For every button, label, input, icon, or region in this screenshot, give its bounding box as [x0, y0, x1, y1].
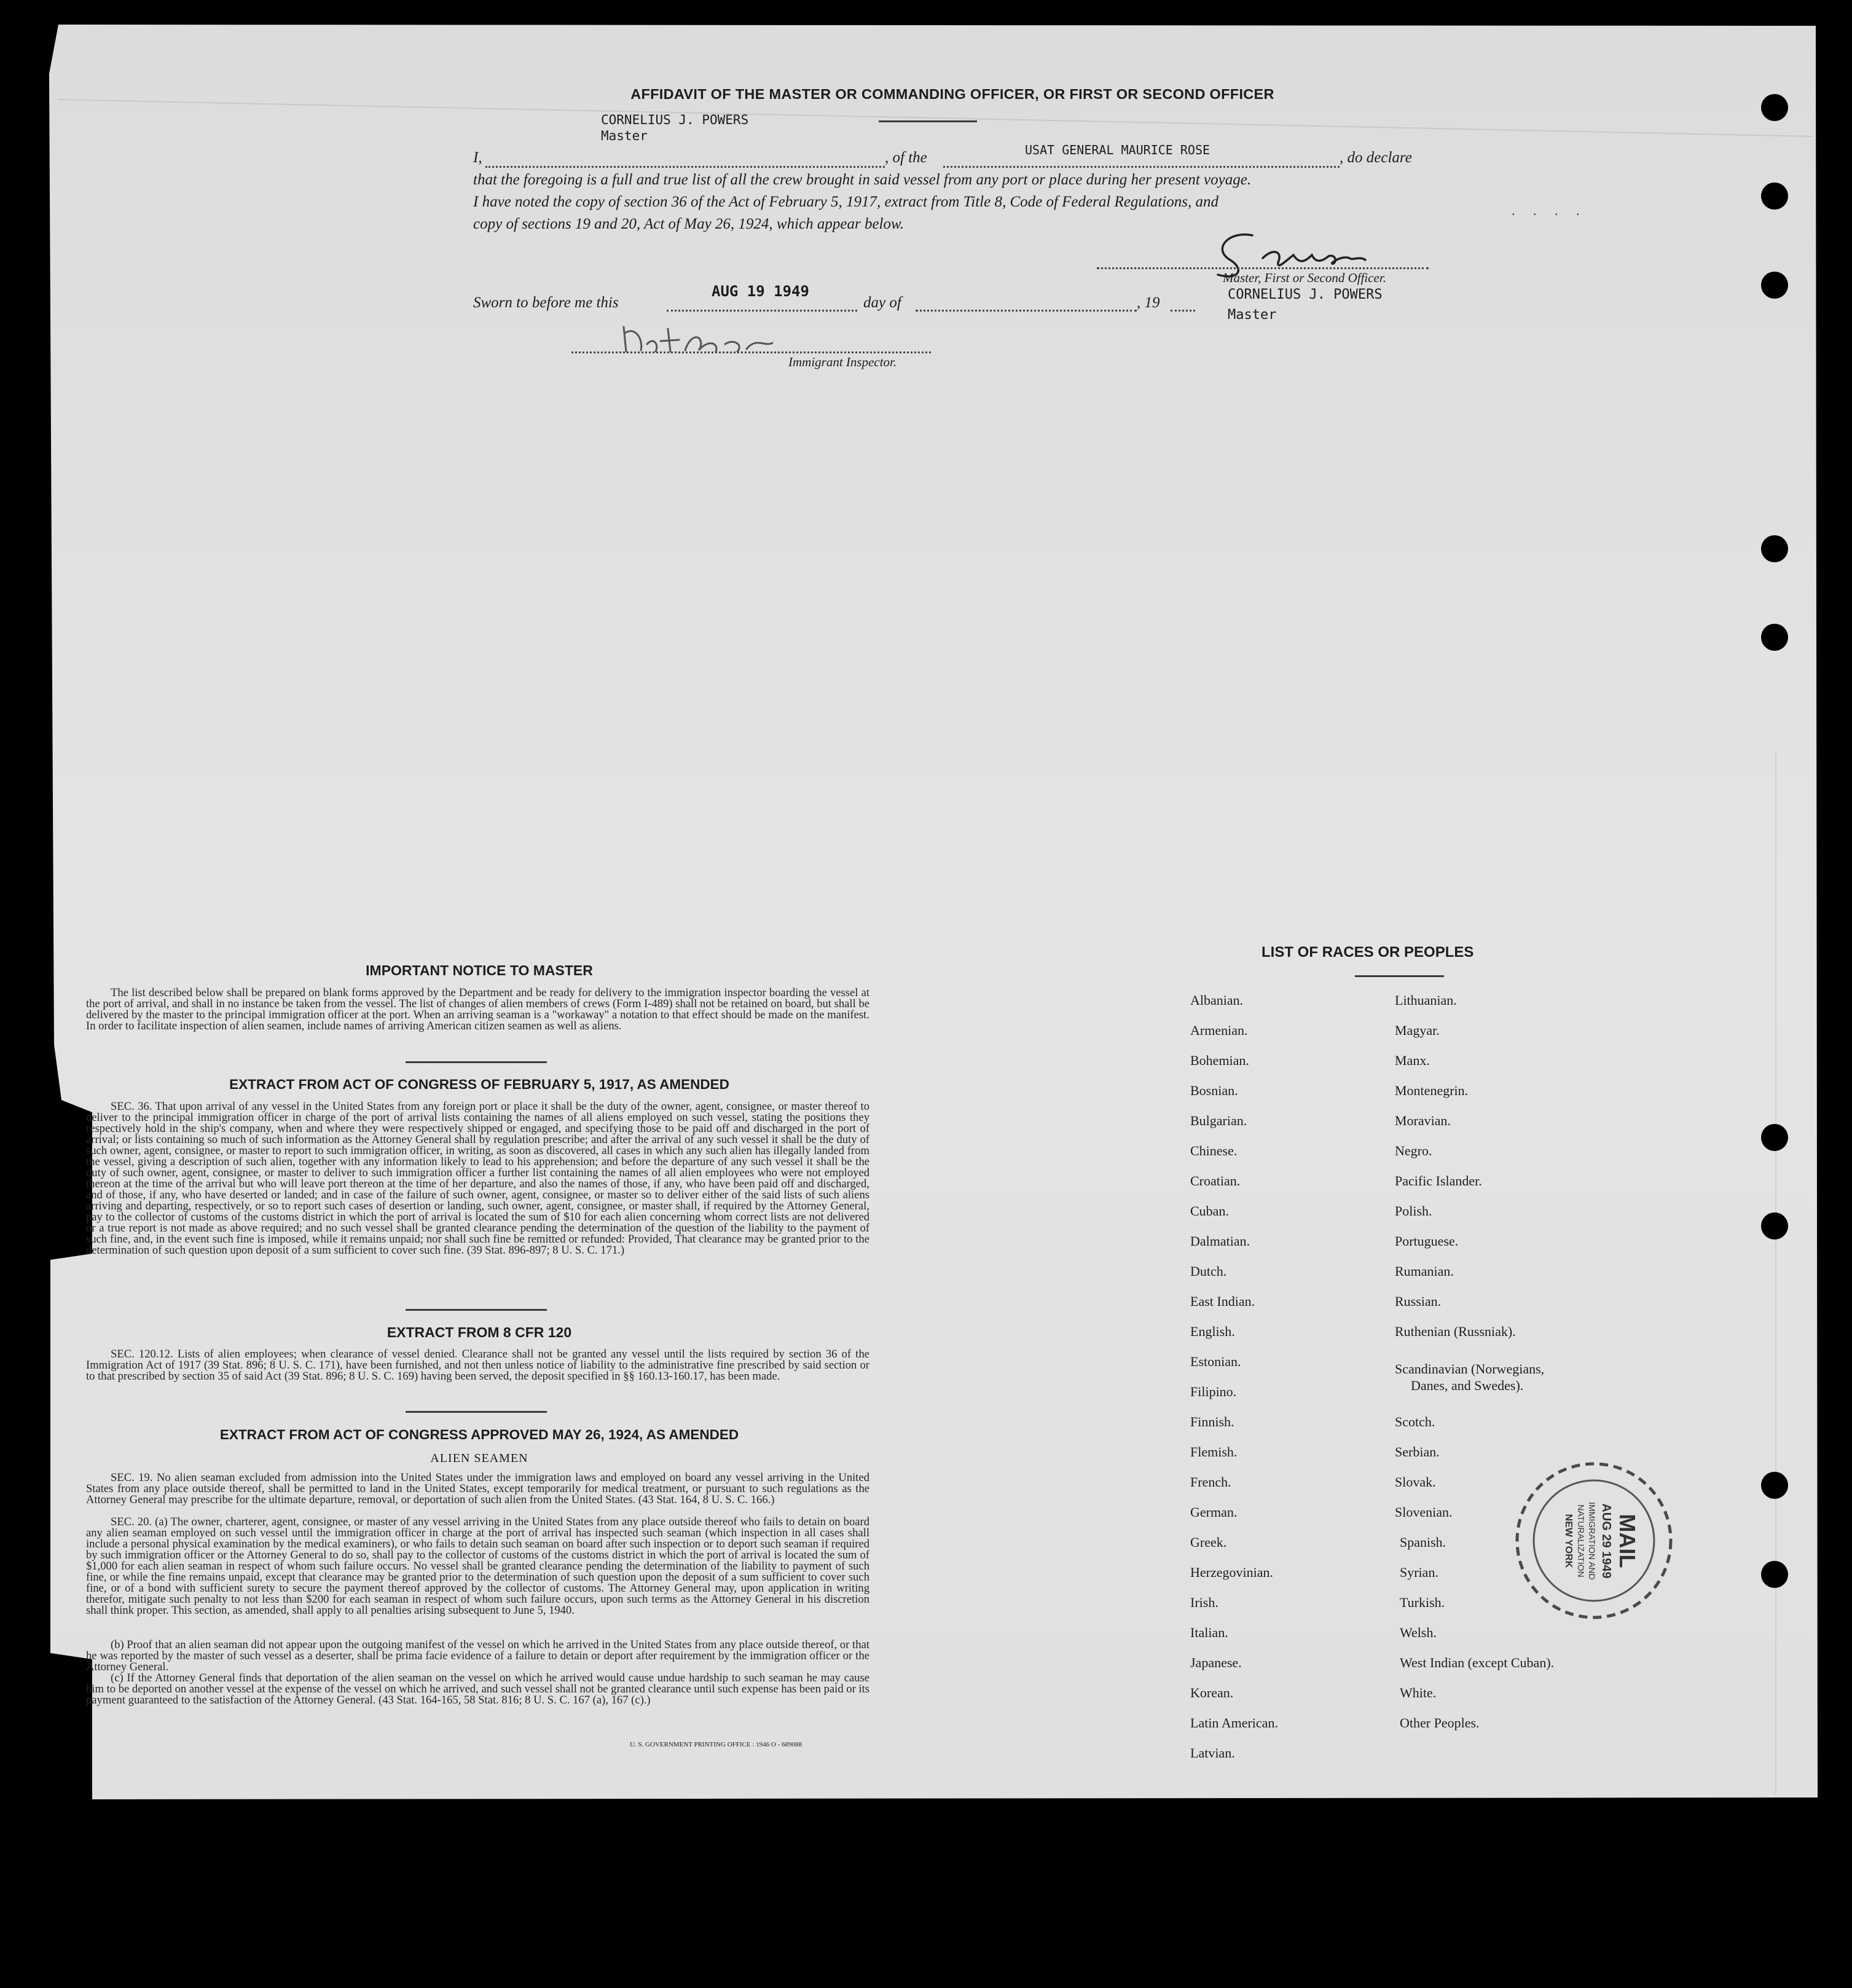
printing-office-line: U. S. GOVERNMENT PRINTING OFFICE : 1946 O - 689088	[630, 1741, 802, 1748]
inspector-line	[571, 352, 931, 353]
race-item: Dalmatian.	[1190, 1233, 1250, 1249]
divider	[879, 120, 977, 122]
binder-hole	[1761, 94, 1788, 121]
race-item: Herzegovinian.	[1190, 1565, 1273, 1580]
affidavit-line-4: copy of sections 19 and 20, Act of May 26, 1924, which appear below.	[473, 216, 904, 232]
race-item: Chinese.	[1190, 1143, 1238, 1158]
stamp-date: AUG 29 1949	[1599, 1503, 1613, 1579]
stamp-word: MAIL	[1615, 1514, 1640, 1568]
race-item: Irish.	[1190, 1595, 1218, 1610]
race-item: Other Peoples.	[1400, 1715, 1480, 1731]
race-item: Filipino.	[1190, 1384, 1237, 1399]
race-item: Russian.	[1395, 1294, 1442, 1309]
filled-vessel: USAT GENERAL MAURICE ROSE	[1025, 143, 1210, 157]
filled-name: CORNELIUS J. POWERS	[601, 112, 749, 127]
race-item: Japanese.	[1190, 1655, 1242, 1670]
extract-1924-subtitle: ALIEN SEAMEN	[430, 1452, 528, 1465]
race-item: Croatian.	[1190, 1173, 1241, 1188]
affidavit-title: AFFIDAVIT OF THE MASTER OR COMMANDING OFFICER, OR FIRST OR SECOND OFFICER	[630, 86, 1274, 102]
binder-hole	[1761, 183, 1788, 210]
stamped-master-name: CORNELIUS J. POWERS	[1228, 287, 1383, 302]
extract-cfr-body: SEC. 120.12. Lists of alien employees; when clearance of vessel denied. Clearance shall not be granted any vessel until the lists required by section 36 of the Immigration Act of 1917 (39 Stat. 896; 8 U. S. C. 171), have been furnished, and not then unless notice of liability to the administrative fine prescribed by said section or to that prescribed by section 35 of said Act (39 Stat. 896; 8 U. S. C. 169) having been served, the deposit specified in §§ 160.13-160.17, has been made.	[86, 1348, 869, 1383]
race-item: Spanish.	[1400, 1534, 1446, 1550]
stamp-line-1: IMMIGRATION AND	[1587, 1502, 1597, 1580]
inspector-signature	[611, 320, 826, 356]
race-item: Korean.	[1190, 1685, 1234, 1700]
race-item: Dutch.	[1190, 1263, 1227, 1279]
extract-1917-body: SEC. 36. That upon arrival of any vessel in the United States from any foreign port or place it shall be the duty of the owner, agent, consignee, or master thereof to deliver to the principal immigration officer in charge of the port of arrival lists containing the names of all aliens employed on such vessel, stating the positions they respectively hold in the ship's company, when and where they were respectively shipped or engaged, and specifying those to be paid off and discharged in the port of arrival; or lists containing so much of such information as the Attorney General shall by regulation prescribe; and after the arrival of any such vessel it shall be the duty of such owner, agent, consignee, or master to report to such immigration officer, in writing, as soon as discovered, all cases in which any such alien has illegally landed from the vessel, giving a description of such alien, together with any information likely to lead to his apprehension; and before the departure of any such vessel it shall be the duty of such owner, agent, consignee, or master to deliver to such immigration officer a further list containing the names of all alien employees who were not employed thereon at the time of the arrival but who will leave port thereon at the time of her departure, and also the names of those, if any, who have been paid off and discharged, and of those, if any, who have deserted or landed; and in case of the failure of such owner, agent, consignee, or master so to deliver either of the said lists of such aliens arriving and departing, respectively, or so to report such cases of desertion or landing, such owner, agent, consignee, or master shall, if required by the Attorney General, pay to the collector of customs of the customs district in which the port of arrival is located the sum of $10 for each alien concerning whom correct lists are not delivered or a true report is not made as above required; and no such vessel shall be granted clearance pending the determination of the question of the liability to the payment of such fine, and, in the event such fine is imposed, while it remains unpaid; nor shall such fine be remitted or refunded: Provided, That clearance may be granted prior to the determination of such question upon deposit of a sum sufficient to cover such fine. (39 Stat. 896-897; 8 U. S. C. 171.)	[86, 1100, 869, 1257]
name-blank	[485, 166, 885, 168]
binder-hole	[1761, 1561, 1788, 1588]
signature-caption: Master, First or Second Officer.	[1223, 270, 1386, 285]
race-item: English.	[1190, 1324, 1235, 1339]
race-item: Pacific Islander.	[1395, 1173, 1482, 1188]
race-item: Latin American.	[1190, 1715, 1278, 1731]
race-item: Armenian.	[1190, 1023, 1248, 1038]
race-item: Flemish.	[1190, 1444, 1238, 1460]
race-item: Montenegrin.	[1395, 1083, 1469, 1098]
stamp-line-3: NEW YORK	[1563, 1514, 1574, 1568]
signature-line	[1097, 267, 1429, 269]
notice-body: The list described below shall be prepared on blank forms approved by the Department and be ready for delivery to the immigration inspector boarding the vessel at the port of arrival, and shall in no instance be taken from the vessel. The list of changes of alien members of crews (Form I-489) shall not be retained on board, but shall be delivered by the master to the principal immigration officer at the port. When an arriving seaman is a "workaway" a notation to that effect should be made on the manifest. In order to facilitate inspection of alien seamen, include names of arriving American citizen seamen as well as aliens.	[86, 986, 869, 1032]
affidavit-line-3: I have noted the copy of section 36 of the Act of February 5, 1917, extract from Title 8, Code of Federal Regulations, and	[473, 194, 1218, 210]
race-item: Lithuanian.	[1395, 992, 1457, 1008]
sworn-month-blank	[916, 310, 1137, 312]
race-item: White.	[1400, 1685, 1437, 1700]
sworn-year-blank	[1171, 310, 1195, 312]
divider	[406, 1061, 547, 1063]
affidavit-i: I,	[473, 149, 482, 166]
binder-hole	[1761, 1124, 1788, 1151]
race-item: Turkish.	[1400, 1595, 1445, 1610]
race-item: Negro.	[1395, 1143, 1432, 1158]
race-item: French.	[1190, 1474, 1231, 1490]
binder-hole	[1761, 1212, 1788, 1240]
extract-1924-sec20b: (b) Proof that an alien seaman did not appear upon the outgoing manifest of the vessel on which he arrived in the United States from any place outside thereof, or that he was reported by the master of such vessel as a deserter, shall be prima facie evidence of a failure to detain or deport after requirement by the immigration officer or the Attorney General.	[86, 1638, 869, 1673]
race-item: Ruthenian (Russniak).	[1395, 1324, 1516, 1339]
race-item: Rumanian.	[1395, 1263, 1454, 1279]
race-item: Polish.	[1395, 1203, 1432, 1219]
affidavit-do-declare: , do declare	[1340, 149, 1412, 166]
races-title: LIST OF RACES OR PEOPLES	[1261, 944, 1474, 961]
race-item: Serbian.	[1395, 1444, 1440, 1460]
race-item: Scotch.	[1395, 1414, 1435, 1429]
sworn-date-blank	[667, 310, 857, 312]
sworn-prefix: Sworn to before me this	[473, 294, 619, 311]
stamp-text	[1513, 1460, 1676, 1622]
extract-1924-sec20a: SEC. 20. (a) The owner, charterer, agent, consignee, or master of any vessel arriving in the United States from any place outside thereof who fails to detain on board any alien seaman employed on such vessel until the immigration officer in charge at the port of arrival has inspected such seaman (which inspection in all cases shall include a personal physical examination by the medical examiners), or who fails to detain such seaman on board after such inspection or to deport such seaman if required by such immigration officer or the Attorney General to do so, shall pay to the collector of customs of the customs district in which the port of arrival is located the sum of $1,000 for each alien seaman in respect of whom such failure occurs. No vessel shall be granted clearance pending the determination of the liability to payment of such fine, or while the fine remains unpaid, except that clearance may be granted prior to the determination of such question upon the deposit of a sum sufficient to cover such fine, or of a bond with sufficient surety to secure the payment thereof approved by the collector of customs. The Attorney General may, upon application in writing therefor, mitigate such penalty to not less than $200 for each seaman in respect of whom such failure occurs, upon such terms as the Attorney General in his discretion shall think proper. This section, as amended, shall apply to all penalties arising subsequent to June 5, 1940.	[86, 1515, 869, 1617]
divider	[406, 1309, 547, 1311]
extract-1917-title: EXTRACT FROM ACT OF CONGRESS OF FEBRUARY 5, 1917, AS AMENDED	[229, 1077, 729, 1092]
inspector-caption: Immigrant Inspector.	[788, 355, 897, 369]
race-item: Slovenian.	[1395, 1504, 1453, 1520]
notice-title: IMPORTANT NOTICE TO MASTER	[366, 962, 593, 978]
race-item: Moravian.	[1395, 1113, 1451, 1128]
sworn-year: , 19	[1137, 294, 1160, 311]
filled-rank: Master	[601, 128, 648, 143]
stamp-line-2: NATURALIZATION	[1576, 1504, 1586, 1577]
race-item: Latvian.	[1190, 1745, 1235, 1761]
race-item: Albanian.	[1190, 992, 1244, 1008]
race-item: German.	[1190, 1504, 1238, 1520]
race-item: Slovak.	[1395, 1474, 1436, 1490]
race-item: Portuguese.	[1395, 1233, 1459, 1249]
race-item: West Indian (except Cuban).	[1400, 1655, 1555, 1670]
race-item: Magyar.	[1395, 1023, 1440, 1038]
extract-cfr-title: EXTRACT FROM 8 CFR 120	[386, 1324, 572, 1340]
binder-hole	[1761, 624, 1788, 651]
extract-1924-sec20c: (c) If the Attorney General finds that deportation of the alien seaman on the vessel on which he arrived would cause undue hardship to such seaman he may cause him to be deported on another vessel at the expense of the vessel on which he arrived, and such vessel shall not be granted clearance until such expense has been paid or its payment guaranteed to the satisfaction of the Attorney General. (43 Stat. 164-165, 58 Stat. 816; 8 U. S. C. 167 (a), 167 (c).)	[86, 1672, 869, 1707]
race-item: Italian.	[1190, 1625, 1228, 1640]
race-item: Cuban.	[1190, 1203, 1229, 1219]
divider	[1355, 975, 1444, 977]
race-item: Manx.	[1395, 1053, 1430, 1068]
affidavit-of-the: , of the	[885, 149, 927, 166]
race-item: Estonian.	[1190, 1354, 1241, 1369]
race-item: Welsh.	[1400, 1625, 1437, 1640]
extract-1924-title: EXTRACT FROM ACT OF CONGRESS APPROVED MAY 26, 1924, AS AMENDED	[219, 1427, 739, 1442]
race-item: Scandinavian (Norwegians,	[1395, 1361, 1545, 1377]
binder-hole	[1761, 272, 1788, 299]
race-item: Bulgarian.	[1190, 1113, 1247, 1128]
race-item: Syrian.	[1400, 1565, 1438, 1580]
sworn-date-stamp: AUG 19 1949	[712, 283, 809, 300]
race-item: Danes, and Swedes).	[1411, 1378, 1524, 1393]
affidavit-line-2: that the foregoing is a full and true list of all the crew brought in said vessel from any port or place during her present voyage.	[473, 171, 1252, 188]
stamped-master-rank: Master	[1228, 307, 1277, 323]
binder-hole	[1761, 1472, 1788, 1499]
race-item: Finnish.	[1190, 1414, 1234, 1429]
mail-receipt-stamp	[1513, 1460, 1676, 1622]
race-item: Bosnian.	[1190, 1083, 1238, 1098]
vessel-blank	[943, 166, 1340, 168]
dot-marks: . . . .	[1512, 203, 1587, 218]
race-item: East Indian.	[1190, 1294, 1255, 1309]
divider	[406, 1411, 547, 1413]
sworn-day-of: day of	[863, 294, 901, 311]
extract-1924-sec19: SEC. 19. No alien seaman excluded from admission into the United States under the immigration laws and employed on board any vessel arriving in the United States from any place outside thereof, shall be permitted to land in the United States, except temporarily for medical treatment, or pursuant to such regulations as the Attorney General may prescribe for the ultimate departure, removal, or deportation of such alien from the United States. (43 Stat. 164, 8 U. S. C. 166.)	[86, 1471, 869, 1506]
race-item: Bohemian.	[1190, 1053, 1249, 1068]
race-item: Greek.	[1190, 1534, 1227, 1550]
binder-hole	[1761, 535, 1788, 562]
